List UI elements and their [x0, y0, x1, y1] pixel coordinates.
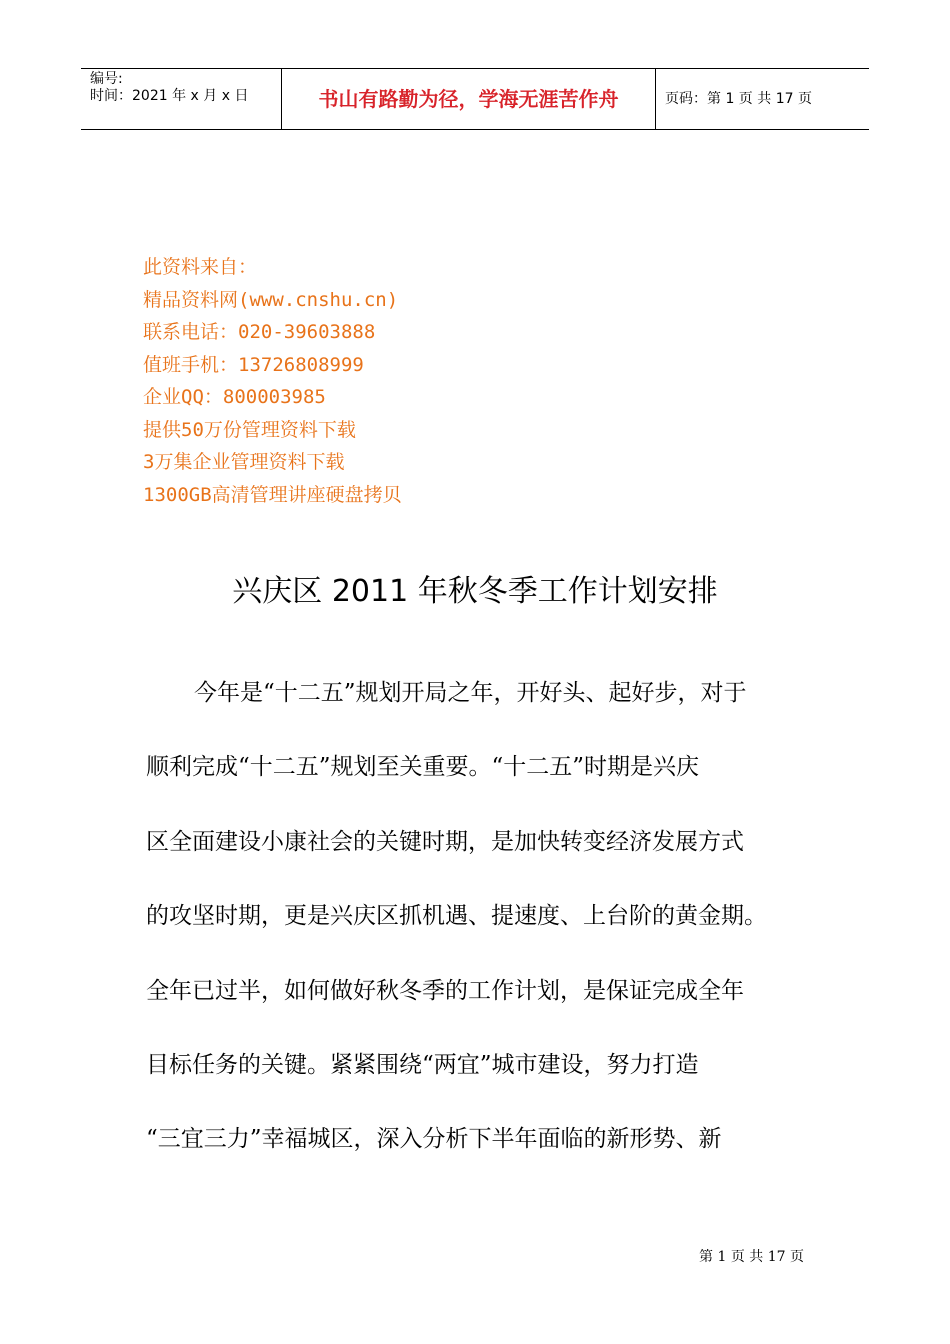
paragraph-line: 目标任务的关键。紧紧围绕“两宜”城市建设，努力打造 — [146, 1051, 699, 1078]
source-line: 联系电话：020-39603888 — [143, 321, 376, 343]
header-motto-cell — [281, 69, 656, 129]
source-line: 3万集企业管理资料下载 — [143, 451, 345, 473]
header-motto: 书山有路勤为径，学海无涯苦作舟 — [318, 87, 619, 111]
paragraph-line: 区全面建设小康社会的关键时期，是加快转变经济发展方式 — [146, 828, 744, 855]
date-label: 时间：2021 年 x 月 x 日 — [90, 88, 249, 104]
serial-label: 编号: — [90, 71, 123, 87]
paragraph-line: 顺利完成“十二五”规划至关重要。“十二五”时期是兴庆 — [146, 754, 700, 781]
source-line: 精品资料网(www.cnshu.cn) — [143, 288, 399, 311]
paragraph-line: 今年是“十二五”规划开局之年，开好头、起好步，对于 — [194, 680, 747, 706]
header-page-cell — [655, 69, 869, 129]
source-line: 此资料来自： — [143, 256, 258, 278]
page-footer: 第 1 页 共 17 页 — [699, 1249, 804, 1265]
source-line: 企业QQ：800003985 — [143, 386, 326, 408]
source-line: 提供50万份管理资料下载 — [143, 418, 356, 441]
body-paragraph — [146, 668, 812, 1189]
paragraph-line: “三宜三力”幸福城区，深入分析下半年面临的新形势、新 — [146, 1126, 722, 1153]
page-header — [81, 68, 869, 130]
header-info-cell — [81, 69, 281, 129]
source-line: 值班手机：13726808999 — [143, 353, 364, 376]
paragraph-line: 全年已过半，如何做好秋冬季的工作计划，是保证完成全年 — [146, 977, 744, 1004]
source-info-block — [143, 251, 402, 511]
paragraph-line: 的攻坚时期，更是兴庆区抓机遇、提速度、上台阶的黄金期。 — [146, 903, 767, 930]
header-page-code: 页码：第 1 页 共 17 页 — [665, 91, 812, 107]
document-title: 兴庆区 2011 年秋冬季工作计划安排 — [232, 574, 718, 609]
source-line: 1300GB高清管理讲座硬盘拷贝 — [143, 483, 402, 506]
